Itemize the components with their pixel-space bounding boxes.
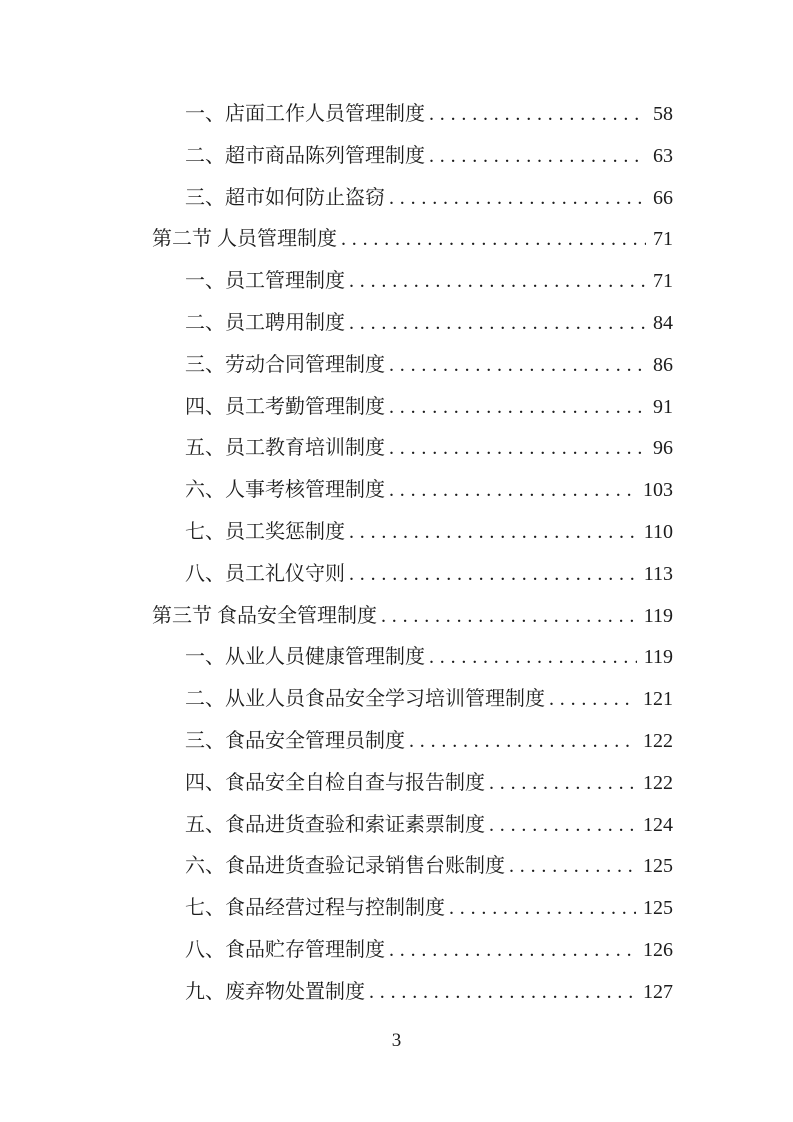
toc-dot-leader [389, 387, 646, 429]
toc-entry[interactable] [152, 261, 673, 303]
toc-dot-leader [489, 763, 636, 805]
toc-entry[interactable] [152, 554, 673, 596]
toc-entry-label: 九、废弃物处置制度 [185, 980, 365, 1003]
toc-entry-page: 66 [653, 186, 673, 209]
toc-entry[interactable] [152, 596, 673, 638]
toc-entry-page: 122 [643, 771, 673, 794]
toc-dot-leader [549, 679, 636, 721]
toc-entry-label: 四、员工考勤管理制度 [185, 395, 385, 418]
toc-entry[interactable] [152, 846, 673, 888]
toc-entry-page: 71 [653, 228, 673, 251]
toc-entry[interactable] [152, 888, 673, 930]
toc-entry-label: 二、超市商品陈列管理制度 [185, 144, 425, 167]
toc-entry-label: 三、劳动合同管理制度 [185, 353, 385, 376]
toc-entry[interactable] [152, 721, 673, 763]
toc-entry[interactable] [152, 219, 673, 261]
toc-entry[interactable] [152, 428, 673, 470]
toc-dot-leader [409, 721, 636, 763]
toc-entry-page: 63 [653, 144, 673, 167]
toc-entry[interactable] [152, 679, 673, 721]
toc-entry[interactable] [152, 387, 673, 429]
toc-dot-leader [341, 219, 646, 261]
toc-entry[interactable] [152, 94, 673, 136]
toc-entry-page: 58 [653, 103, 673, 125]
toc-entry-label: 五、员工教育培训制度 [185, 437, 385, 460]
toc-dot-leader [349, 554, 637, 596]
toc-entry-page: 127 [643, 980, 673, 1003]
toc-entry-page: 124 [643, 813, 673, 836]
toc-dot-leader [389, 345, 646, 387]
toc-entry-page: 125 [643, 897, 673, 920]
toc-entry-label: 八、食品贮存管理制度 [185, 938, 385, 961]
toc-entry-label: 三、超市如何防止盗窃 [185, 186, 385, 209]
toc-entry-page: 103 [643, 479, 673, 502]
toc-entry-page: 121 [643, 688, 673, 711]
toc-entry-label: 七、员工奖惩制度 [185, 520, 345, 543]
toc-entry-label: 四、食品安全自检自查与报告制度 [185, 771, 485, 794]
toc-entry[interactable] [152, 637, 673, 679]
toc-entry-page: 122 [643, 729, 673, 752]
toc-entry-page: 126 [643, 938, 673, 961]
toc-entry-page: 86 [653, 353, 673, 376]
toc-entry-label: 第二节 人员管理制度 [152, 228, 337, 251]
toc-entry-page: 71 [653, 270, 673, 293]
toc-entry[interactable] [152, 136, 673, 178]
toc-entry-page: 119 [643, 604, 673, 627]
toc-dot-leader [389, 428, 646, 470]
toc-entry-page: 113 [643, 562, 673, 585]
toc-dot-leader [449, 888, 636, 930]
toc-entry-page: 110 [643, 520, 673, 543]
toc-entry-label: 第三节 食品安全管理制度 [152, 604, 377, 627]
toc-entry-label: 一、员工管理制度 [185, 270, 345, 293]
toc-dot-leader [389, 178, 646, 220]
toc-entry-label: 八、员工礼仪守则 [185, 562, 345, 585]
page-number: 3 [391, 1030, 402, 1051]
toc-entry-page: 96 [653, 437, 673, 460]
toc-dot-leader [389, 930, 636, 972]
toc-list [152, 94, 673, 1014]
toc-entry-page: 84 [653, 311, 673, 334]
toc-entry-label: 一、从业人员健康管理制度 [185, 646, 425, 669]
toc-entry[interactable] [152, 303, 673, 345]
toc-entry[interactable] [152, 763, 673, 805]
toc-entry-page: 119 [643, 646, 673, 669]
toc-entry[interactable] [152, 512, 673, 554]
toc-dot-leader [489, 805, 636, 847]
toc-dot-leader [389, 470, 636, 512]
toc-dot-leader [381, 596, 637, 638]
toc-entry-label: 三、食品安全管理员制度 [185, 729, 405, 752]
toc-entry-label: 一、店面工作人员管理制度 [185, 103, 425, 125]
toc-entry-label: 六、人事考核管理制度 [185, 479, 385, 502]
toc-dot-leader [349, 261, 646, 303]
toc-dot-leader [369, 972, 636, 1014]
toc-dot-leader [429, 637, 637, 679]
toc-entry[interactable] [152, 178, 673, 220]
toc-entry[interactable] [152, 470, 673, 512]
toc-dot-leader [509, 846, 636, 888]
toc-dot-leader [429, 136, 646, 178]
toc-entry[interactable] [152, 345, 673, 387]
toc-entry[interactable] [152, 805, 673, 847]
toc-entry-label: 七、食品经营过程与控制制度 [185, 897, 445, 920]
toc-dot-leader [349, 512, 637, 554]
toc-entry-page: 91 [653, 395, 673, 418]
toc-dot-leader [349, 303, 646, 345]
toc-entry[interactable] [152, 972, 673, 1014]
toc-entry-label: 二、员工聘用制度 [185, 311, 345, 334]
toc-entry-page: 125 [643, 855, 673, 878]
toc-entry-label: 五、食品进货查验和索证素票制度 [185, 813, 485, 836]
toc-entry-label: 二、从业人员食品安全学习培训管理制度 [185, 688, 545, 711]
toc-dot-leader [429, 94, 646, 136]
toc-entry-label: 六、食品进货查验记录销售台账制度 [185, 855, 505, 878]
toc-entry[interactable] [152, 930, 673, 972]
